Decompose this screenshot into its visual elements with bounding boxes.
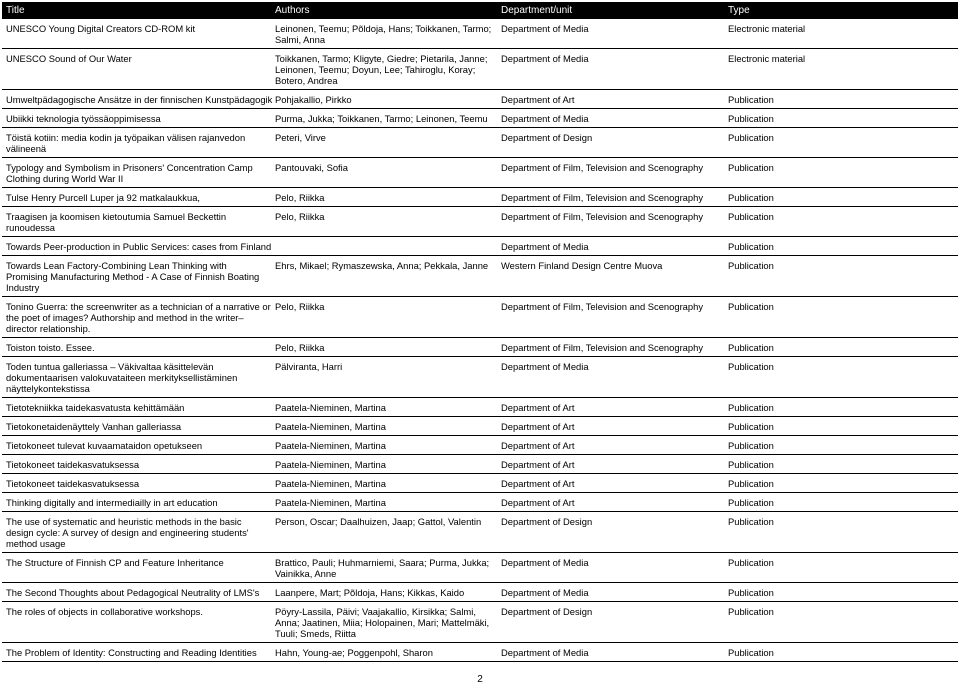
table-row xyxy=(2,493,958,512)
type-cell: Electronic material xyxy=(728,53,806,64)
header-authors: Authors xyxy=(275,5,310,16)
type-cell: Publication xyxy=(728,402,774,413)
title-cell: Toden tuntua galleriassa – Väkivaltaa käsittelevän dokumentaarisen valokuvataiteen merkityksellistäminen näyttelykontekstissa xyxy=(6,361,238,394)
title-cell: Typology and Symbolism in Prisoners' Concentration Camp Clothing during World War II xyxy=(6,162,253,184)
department-cell: Department of Media xyxy=(501,557,589,568)
table-row xyxy=(2,109,958,128)
type-cell: Publication xyxy=(728,516,774,527)
department-cell: Department of Design xyxy=(501,132,593,143)
authors-cell: Laanpere, Mart; Põldoja, Hans; Kikkas, Kaido xyxy=(275,587,465,598)
type-cell: Publication xyxy=(728,557,774,568)
title-cell: Töistä kotiin: media kodin ja työpaikan välisen rajanvedon välineenä xyxy=(6,132,246,154)
type-cell: Publication xyxy=(728,241,774,252)
type-cell: Publication xyxy=(728,162,774,173)
department-cell: Department of Design xyxy=(501,516,593,527)
department-cell: Department of Art xyxy=(501,94,575,105)
department-cell: Department of Media xyxy=(501,241,589,252)
table-row xyxy=(2,207,958,237)
authors-cell: Paatela-Nieminen, Martina xyxy=(275,421,386,432)
type-cell: Publication xyxy=(728,478,774,489)
table-row xyxy=(2,553,958,583)
department-cell: Department of Film, Television and Scenography xyxy=(501,192,704,203)
type-cell: Publication xyxy=(728,440,774,451)
title-cell: Tietokoneet tulevat kuvaamataidon opetukseen xyxy=(6,440,203,451)
department-cell: Department of Media xyxy=(501,647,589,658)
authors-cell: Pelo, Riikka xyxy=(275,192,325,203)
authors-cell: Toikkanen, Tarmo; Kligyte, Giedre; Pietarila, Janne; Leinonen, Teemu; Doyun, Lee; Tahiroglu, Koray; Botero, Andrea xyxy=(275,53,488,86)
authors-cell: Paatela-Nieminen, Martina xyxy=(275,497,386,508)
table-body xyxy=(2,19,958,662)
title-cell: UNESCO Sound of Our Water xyxy=(6,53,132,64)
type-cell: Electronic material xyxy=(728,23,806,34)
type-cell: Publication xyxy=(728,587,774,598)
table-row xyxy=(2,417,958,436)
type-cell: Publication xyxy=(728,459,774,470)
table-row xyxy=(2,436,958,455)
title-cell: Tietokonetaidenäyttely Vanhan galleriassa xyxy=(6,421,182,432)
authors-cell: Hahn, Young-ae; Poggenpohl, Sharon xyxy=(275,647,433,658)
authors-cell: Peteri, Virve xyxy=(275,132,326,143)
title-cell: Toiston toisto. Essee. xyxy=(6,342,95,353)
title-cell: The Second Thoughts about Pedagogical Neutrality of LMS's xyxy=(6,587,260,598)
type-cell: Publication xyxy=(728,94,774,105)
authors-cell: Ehrs, Mikael; Rymaszewska, Anna; Pekkala, Janne xyxy=(275,260,489,271)
department-cell: Department of Film, Television and Scenography xyxy=(501,162,704,173)
table-row xyxy=(2,338,958,357)
title-cell: The use of systematic and heuristic methods in the basic design cycle: A survey of design and engineering students' method usage xyxy=(6,516,249,549)
table-row xyxy=(2,297,958,338)
title-cell: Ubiikki teknologia työssäoppimisessa xyxy=(6,113,161,124)
header-title: Title xyxy=(6,5,25,16)
type-cell: Publication xyxy=(728,497,774,508)
department-cell: Department of Art xyxy=(501,421,575,432)
authors-cell: Paatela-Nieminen, Martina xyxy=(275,478,386,489)
department-cell: Department of Art xyxy=(501,478,575,489)
department-cell: Department of Film, Television and Scenography xyxy=(501,301,704,312)
authors-cell: Pelo, Riikka xyxy=(275,342,325,353)
authors-cell: Pöyry-Lassila, Päivi; Vaajakallio, Kirsikka; Salmi, Anna; Jaatinen, Miia; Holopainen, Mari; Mattelmäki, Tuuli; Smeds, Riitta xyxy=(275,606,490,639)
authors-cell: Person, Oscar; Daalhuizen, Jaap; Gattol, Valentin xyxy=(275,516,482,527)
table-row xyxy=(2,512,958,553)
authors-cell: Paatela-Nieminen, Martina xyxy=(275,459,386,470)
department-cell: Department of Media xyxy=(501,361,589,372)
department-cell: Department of Film, Television and Scenography xyxy=(501,342,704,353)
title-cell: Towards Peer-production in Public Services: cases from Finland xyxy=(6,241,272,252)
authors-cell: Pohjakallio, Pirkko xyxy=(275,94,352,105)
type-cell: Publication xyxy=(728,113,774,124)
header-type: Type xyxy=(728,5,750,16)
authors-cell: Paatela-Nieminen, Martina xyxy=(275,440,386,451)
title-cell: Towards Lean Factory-Combining Lean Thinking with Promising Manufacturing Method - A Case of Finnish Boating Industry xyxy=(6,260,260,293)
authors-cell: Paatela-Nieminen, Martina xyxy=(275,402,386,413)
table-row xyxy=(2,357,958,398)
department-cell: Department of Art xyxy=(501,440,575,451)
department-cell: Department of Media xyxy=(501,113,589,124)
table-row xyxy=(2,49,958,90)
table-row xyxy=(2,455,958,474)
authors-cell: Pantouvaki, Sofia xyxy=(275,162,348,173)
title-cell: The roles of objects in collaborative workshops. xyxy=(6,606,203,617)
title-cell: UNESCO Young Digital Creators CD-ROM kit xyxy=(6,23,196,34)
department-cell: Western Finland Design Centre Muova xyxy=(501,260,663,271)
title-cell: Umweltpädagogische Ansätze in der finnischen Kunstpädagogik xyxy=(6,94,273,105)
type-cell: Publication xyxy=(728,421,774,432)
authors-cell: Leinonen, Teemu; Põldoja, Hans; Toikkanen, Tarmo; Salmi, Anna xyxy=(275,23,492,45)
table-row xyxy=(2,602,958,643)
authors-cell: Pelo, Riikka xyxy=(275,301,325,312)
header-department: Department/unit xyxy=(501,5,573,16)
type-cell: Publication xyxy=(728,211,774,222)
table-row xyxy=(2,188,958,207)
table-header xyxy=(2,2,958,19)
publications-table xyxy=(2,2,958,662)
table-row xyxy=(2,474,958,493)
type-cell: Publication xyxy=(728,342,774,353)
title-cell: Tonino Guerra: the screenwriter as a technician of a narrative or the poet of images? Authorship and method in the writer–director relationship. xyxy=(6,301,271,334)
authors-cell: Pelo, Riikka xyxy=(275,211,325,222)
department-cell: Department of Film, Television and Scenography xyxy=(501,211,704,222)
title-cell: Tietokoneet taidekasvatuksessa xyxy=(6,478,140,489)
table-row xyxy=(2,128,958,158)
department-cell: Department of Media xyxy=(501,53,589,64)
type-cell: Publication xyxy=(728,192,774,203)
department-cell: Department of Art xyxy=(501,497,575,508)
title-cell: Thinking digitally and intermediailly in art education xyxy=(6,497,218,508)
authors-cell: Purma, Jukka; Toikkanen, Tarmo; Leinonen, Teemu xyxy=(275,113,488,124)
department-cell: Department of Design xyxy=(501,606,593,617)
title-cell: Traagisen ja koomisen kietoutumia Samuel Beckettin runoudessa xyxy=(6,211,227,233)
type-cell: Publication xyxy=(728,301,774,312)
table-row xyxy=(2,19,958,49)
title-cell: Tulse Henry Purcell Luper ja 92 matkalaukkua, xyxy=(6,192,201,203)
title-cell: The Problem of Identity: Constructing and Reading Identities xyxy=(6,647,257,658)
table-row xyxy=(2,398,958,417)
department-cell: Department of Media xyxy=(501,587,589,598)
title-cell: Tietotekniikka taidekasvatusta kehittämään xyxy=(6,402,185,413)
table-row xyxy=(2,256,958,297)
type-cell: Publication xyxy=(728,260,774,271)
type-cell: Publication xyxy=(728,361,774,372)
type-cell: Publication xyxy=(728,647,774,658)
page-number: 2 xyxy=(477,674,483,685)
department-cell: Department of Media xyxy=(501,23,589,34)
department-cell: Department of Art xyxy=(501,402,575,413)
type-cell: Publication xyxy=(728,132,774,143)
title-cell: The Structure of Finnish CP and Feature Inheritance xyxy=(6,557,224,568)
table-row xyxy=(2,90,958,109)
table-row xyxy=(2,643,958,662)
title-cell: Tietokoneet taidekasvatuksessa xyxy=(6,459,140,470)
table-row xyxy=(2,158,958,188)
department-cell: Department of Art xyxy=(501,459,575,470)
authors-cell: Brattico, Pauli; Huhmarniemi, Saara; Purma, Jukka; Vainikka, Anne xyxy=(275,557,490,579)
type-cell: Publication xyxy=(728,606,774,617)
table-row xyxy=(2,583,958,602)
authors-cell: Pälviranta, Harri xyxy=(275,361,343,372)
table-row xyxy=(2,237,958,256)
